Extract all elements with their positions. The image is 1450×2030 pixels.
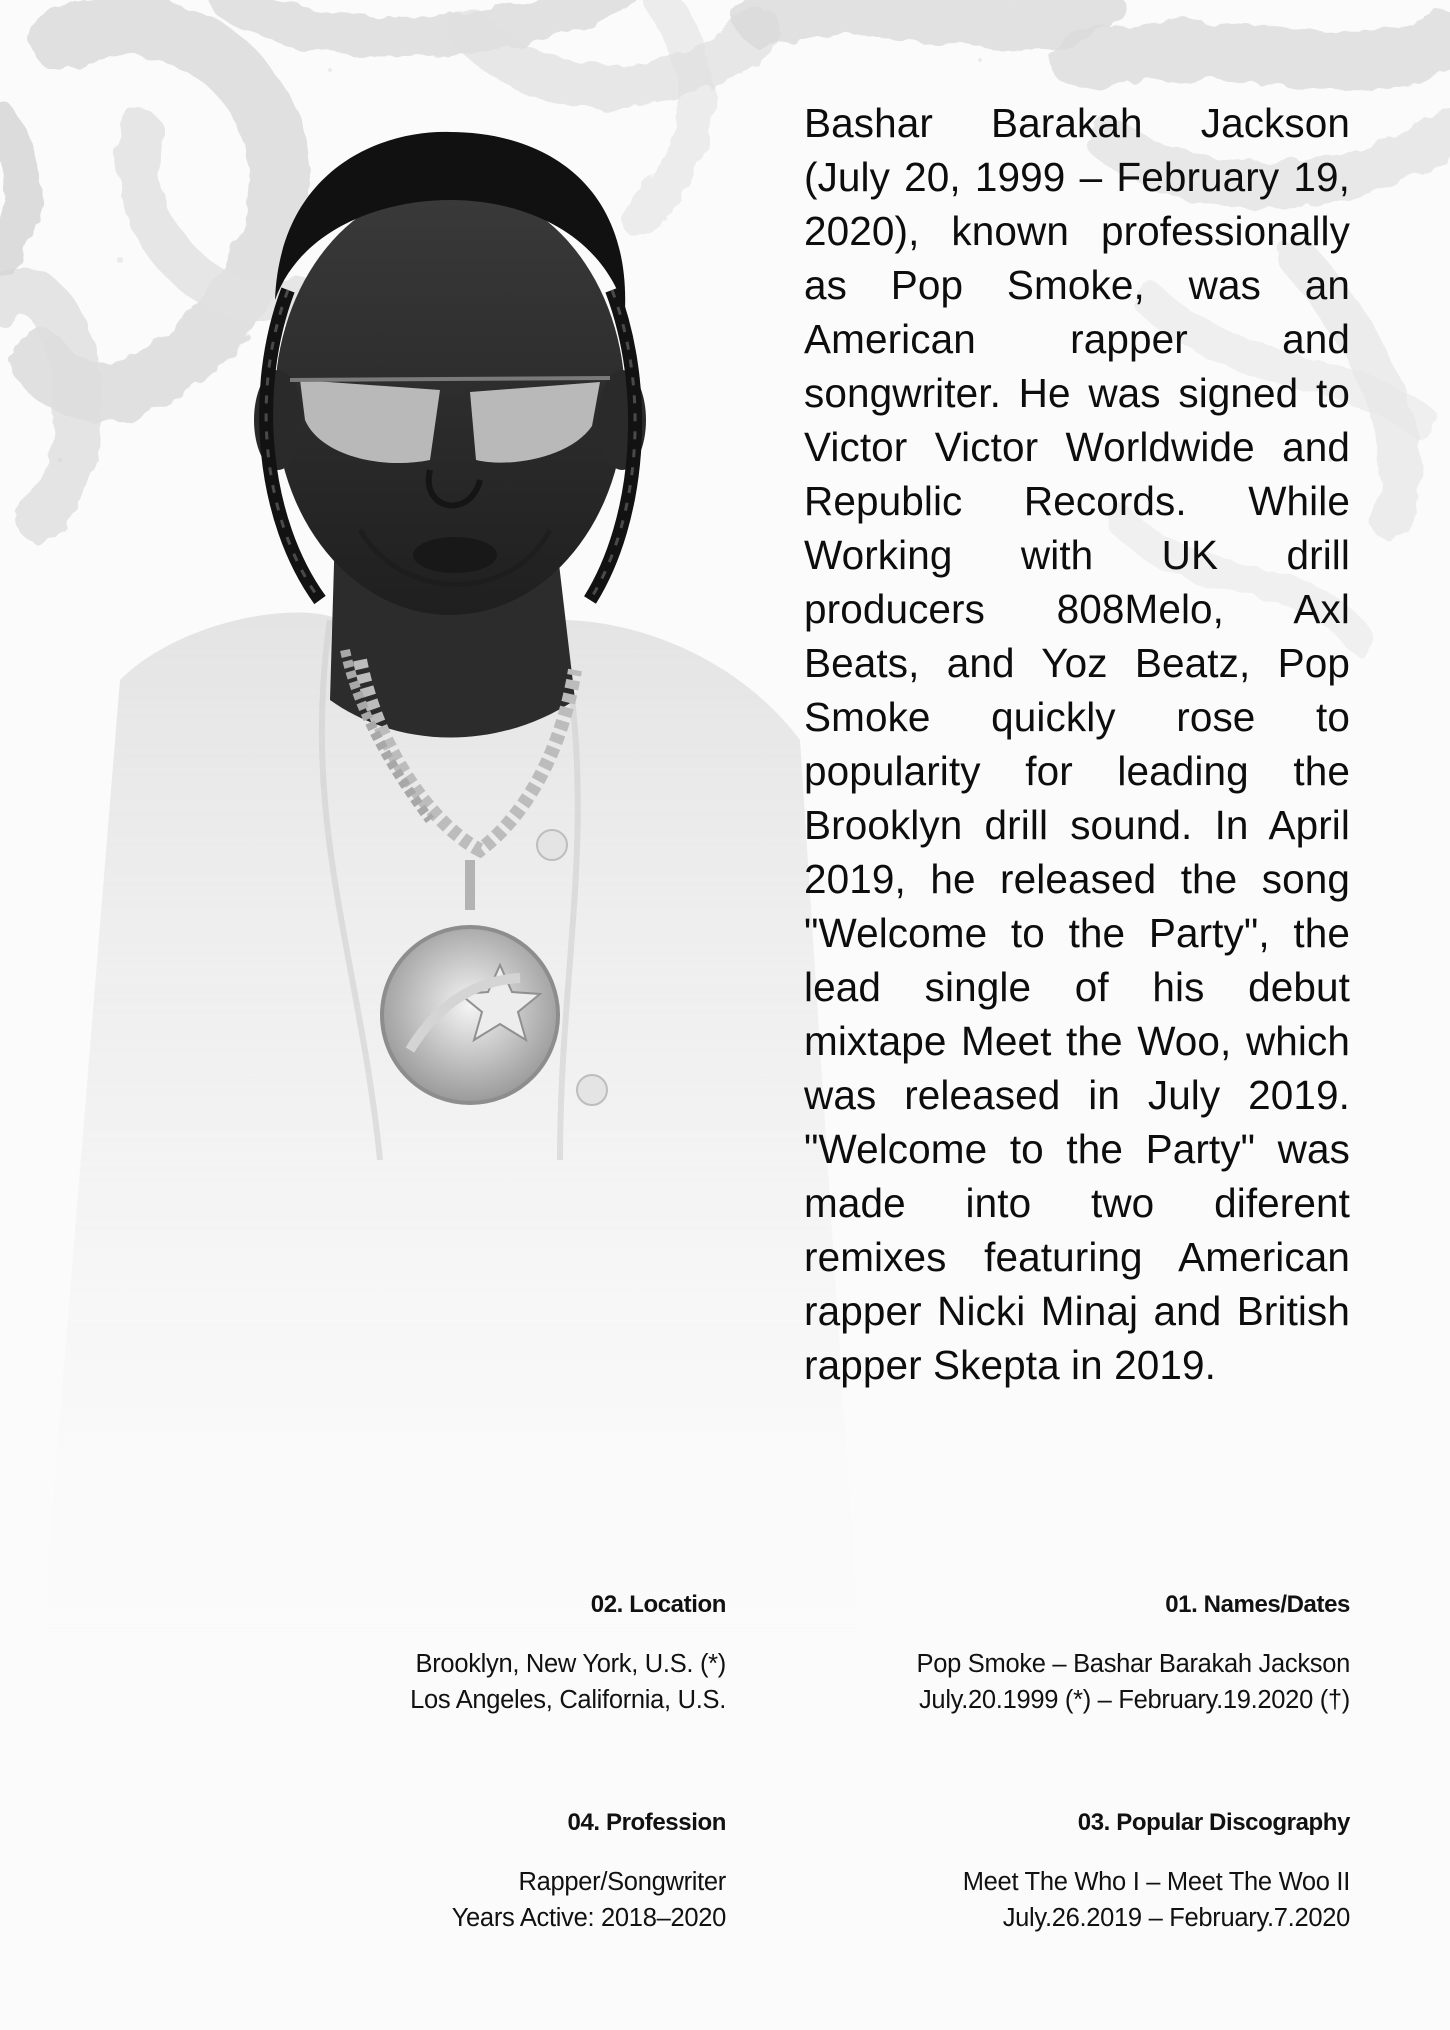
profession-line-1: Rapper/Songwriter [518, 1868, 726, 1896]
names-dates-section [830, 1590, 1350, 1718]
names-line-2: July.20.1999 (*) – February.19.2020 (†) [918, 1686, 1350, 1714]
profession-line-2: Years Active: 2018–2020 [451, 1904, 726, 1932]
profession-section [206, 1808, 726, 1936]
discography-line-2: July.26.2019 – February.7.2020 [1002, 1904, 1350, 1932]
names-dates-heading: 01. Names/Dates [1165, 1591, 1350, 1618]
discography-line-1: Meet The Who I – Meet The Woo II [962, 1868, 1350, 1896]
location-line-2: Los Angeles, California, U.S. [410, 1686, 726, 1714]
location-section [206, 1590, 726, 1718]
discography-section [830, 1808, 1350, 1936]
names-line-1: Pop Smoke – Bashar Barakah Jackson [916, 1650, 1350, 1678]
profession-heading: 04. Profession [567, 1809, 726, 1836]
biography-paragraph: Bashar Barakah Jackson (July 20, 1999 – February 19, 2020), known professionally as Pop Smoke, was an American rapper and songwriter. He was signed to Victor Victor Worldwide and Republic Records. While Working with UK drill producers 808Melo, Axl Beats, and Yoz Beatz, Pop Smoke quickly rose to popularity for leading the Brooklyn drill sound. In April 2019, he released the song "Welcome to the Party", the lead single of his debut mixtape Meet the Woo, which was released in July 2019. "Welcome to the Party" was made into two diferent remixes featuring American rapper Nicki Minaj and British rapper Skepta in 2019. [804, 100, 1350, 1388]
location-line-1: Brooklyn, New York, U.S. (*) [415, 1650, 726, 1678]
location-heading: 02. Location [590, 1591, 726, 1618]
portrait-photo [0, 60, 870, 1660]
discography-heading: 03. Popular Discography [1077, 1809, 1350, 1836]
